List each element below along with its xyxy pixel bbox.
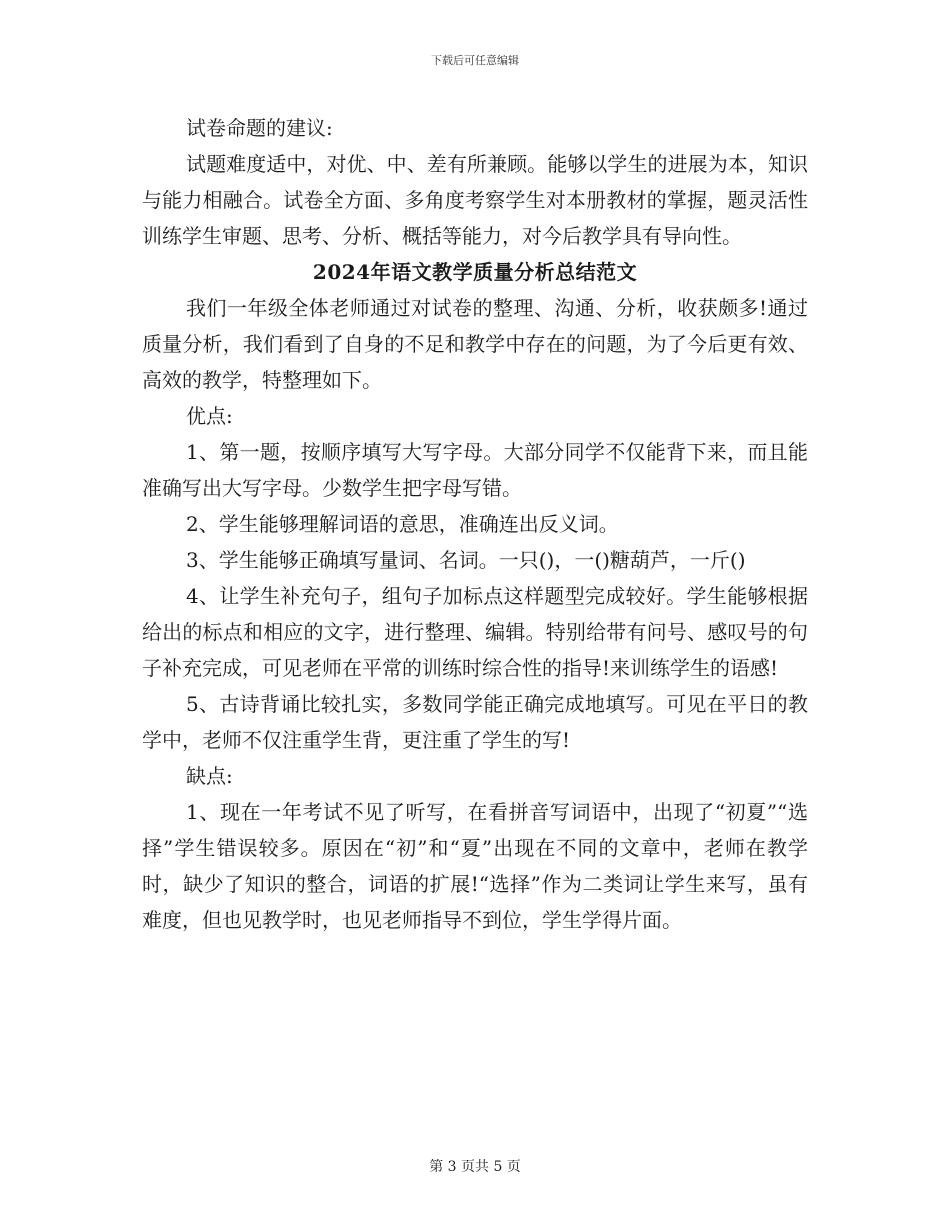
paragraph-strength-4: 4、让学生补充句子，组句子加标点这样题型完成较好。学生能够根据给出的标点和相应的文字，进行整理、编辑。特别给带有问号、感叹号的句子补充完成，可见老师在平常的训练时综合性的指导!来训练学生的语感! [142, 584, 808, 680]
document-title: 2024年语文教学质量分析总结范文 [312, 260, 638, 284]
page-number: 第 3 页共 5 页 [429, 1159, 521, 1175]
paragraph-strengths-heading: 优点: [186, 404, 233, 428]
paragraph-strength-5: 5、古诗背诵比较扎实，多数同学能正确完成地填写。可见在平日的教学中，老师不仅注重学生背，更注重了学生的写! [142, 692, 808, 752]
paragraph-weaknesses-heading: 缺点: [186, 764, 233, 788]
paragraph-weakness-1: 1、现在一年考试不见了听写，在看拼音写词语中，出现了“初夏”“选择”学生错误较多。原因在“初”和“夏”出现在不同的文章中，老师在教学时，缺少了知识的整合，词语的扩展!“选择”作为二类词让学生来写，虽有难度，但也见教学时，也见老师指导不到位，学生学得片面。 [142, 800, 808, 932]
paragraph-strength-3: 3、学生能够正确填写量词、名词。一只()，一()糖葫芦，一斤() [186, 548, 746, 572]
page-header-note: 下载后可任意编辑 [431, 54, 519, 67]
paragraph-intro: 我们一年级全体老师通过对试卷的整理、沟通、分析，收获颇多!通过质量分析，我们看到了自身的不足和教学中存在的问题，为了今后更有效、高效的教学，特整理如下。 [142, 296, 808, 392]
document-body [142, 110, 808, 938]
paragraph-exam-suggestion: 试题难度适中，对优、中、差有所兼顾。能够以学生的进展为本，知识与能力相融合。试卷全方面、多角度考察学生对本册教材的掌握，题灵活性训练学生审题、思考、分析、概括等能力，对今后教学具有导向性。 [142, 152, 808, 248]
paragraph-strength-2: 2、学生能够理解词语的意思，准确连出反义词。 [186, 512, 619, 536]
paragraph-exam-suggestion-heading: 试卷命题的建议: [186, 116, 333, 140]
paragraph-strength-1: 1、第一题，按顺序填写大写字母。大部分同学不仅能背下来，而且能准确写出大写字母。少数学生把字母写错。 [142, 440, 808, 500]
